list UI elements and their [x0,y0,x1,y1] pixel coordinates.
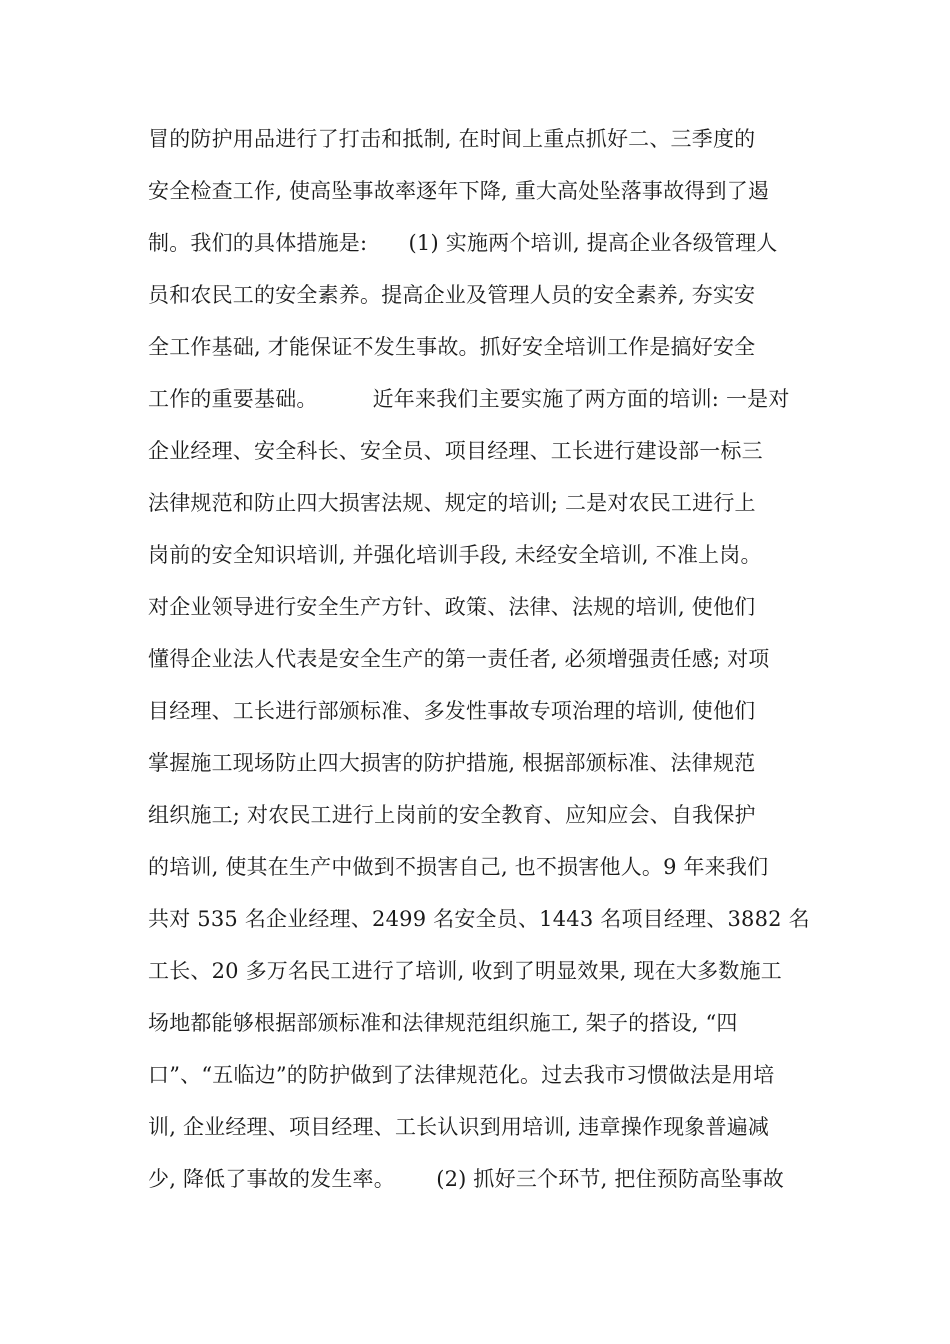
text-line: 训, 企业经理、项目经理、工长认识到用培训, 违章操作现象普遍减 [148,1115,770,1139]
body-text [148,113,828,1205]
text-line: 目经理、工长进行部颁标准、多发性事故专项治理的培训, 使他们 [148,699,756,723]
text-line: 组织施工; 对农民工进行上岗前的安全教育、应知应会、自我保护 [148,803,756,827]
text-line: 法律规范和防止四大损害法规、规定的培训; 二是对农民工进行上 [148,491,756,515]
text-line: 企业经理、安全科长、安全员、项目经理、工长进行建设部一标三 [148,439,763,463]
text-line: 懂得企业法人代表是安全生产的第一责任者, 必须增强责任感; 对项 [148,647,770,671]
text-line: 制。我们的具体措施是: (1) 实施两个培训, 提高企业各级管理人 [148,231,778,255]
text-line: 全工作基础, 才能保证不发生事故。抓好安全培训工作是搞好安全 [148,335,756,359]
text-line: 的培训, 使其在生产中做到不损害自己, 也不损害他人。9 年来我们 [148,855,769,879]
text-line: 安全检查工作, 使高坠事故率逐年下降, 重大高处坠落事故得到了遏 [148,179,770,203]
text-line: 共对 535 名企业经理、2499 名安全员、1443 名项目经理、3882 名 [148,907,810,931]
text-line: 少, 降低了事故的发生率。 (2) 抓好三个环节, 把住预防高坠事故 [148,1167,784,1191]
text-line: 员和农民工的安全素养。提高企业及管理人员的安全素养, 夯实安 [148,283,756,307]
text-line: 岗前的安全知识培训, 并强化培训手段, 未经安全培训, 不准上岗。 [148,543,762,567]
text-line: 口”、“五临边”的防护做到了法律规范化。过去我市习惯做法是用培 [148,1063,775,1087]
text-line: 对企业领导进行安全生产方针、政策、法律、法规的培训, 使他们 [148,595,756,619]
text-line: 掌握施工现场防止四大损害的防护措施, 根据部颁标准、法律规范 [148,751,756,775]
text-line: 冒的防护用品进行了打击和抵制, 在时间上重点抓好二、三季度的 [148,127,756,151]
text-line: 场地都能够根据部颁标准和法律规范组织施工, 架子的搭设, “四 [148,1011,738,1035]
text-line: 工作的重要基础。 近年来我们主要实施了两方面的培训: 一是对 [148,387,790,411]
text-line: 工长、20 多万名民工进行了培训, 收到了明显效果, 现在大多数施工 [148,959,782,983]
